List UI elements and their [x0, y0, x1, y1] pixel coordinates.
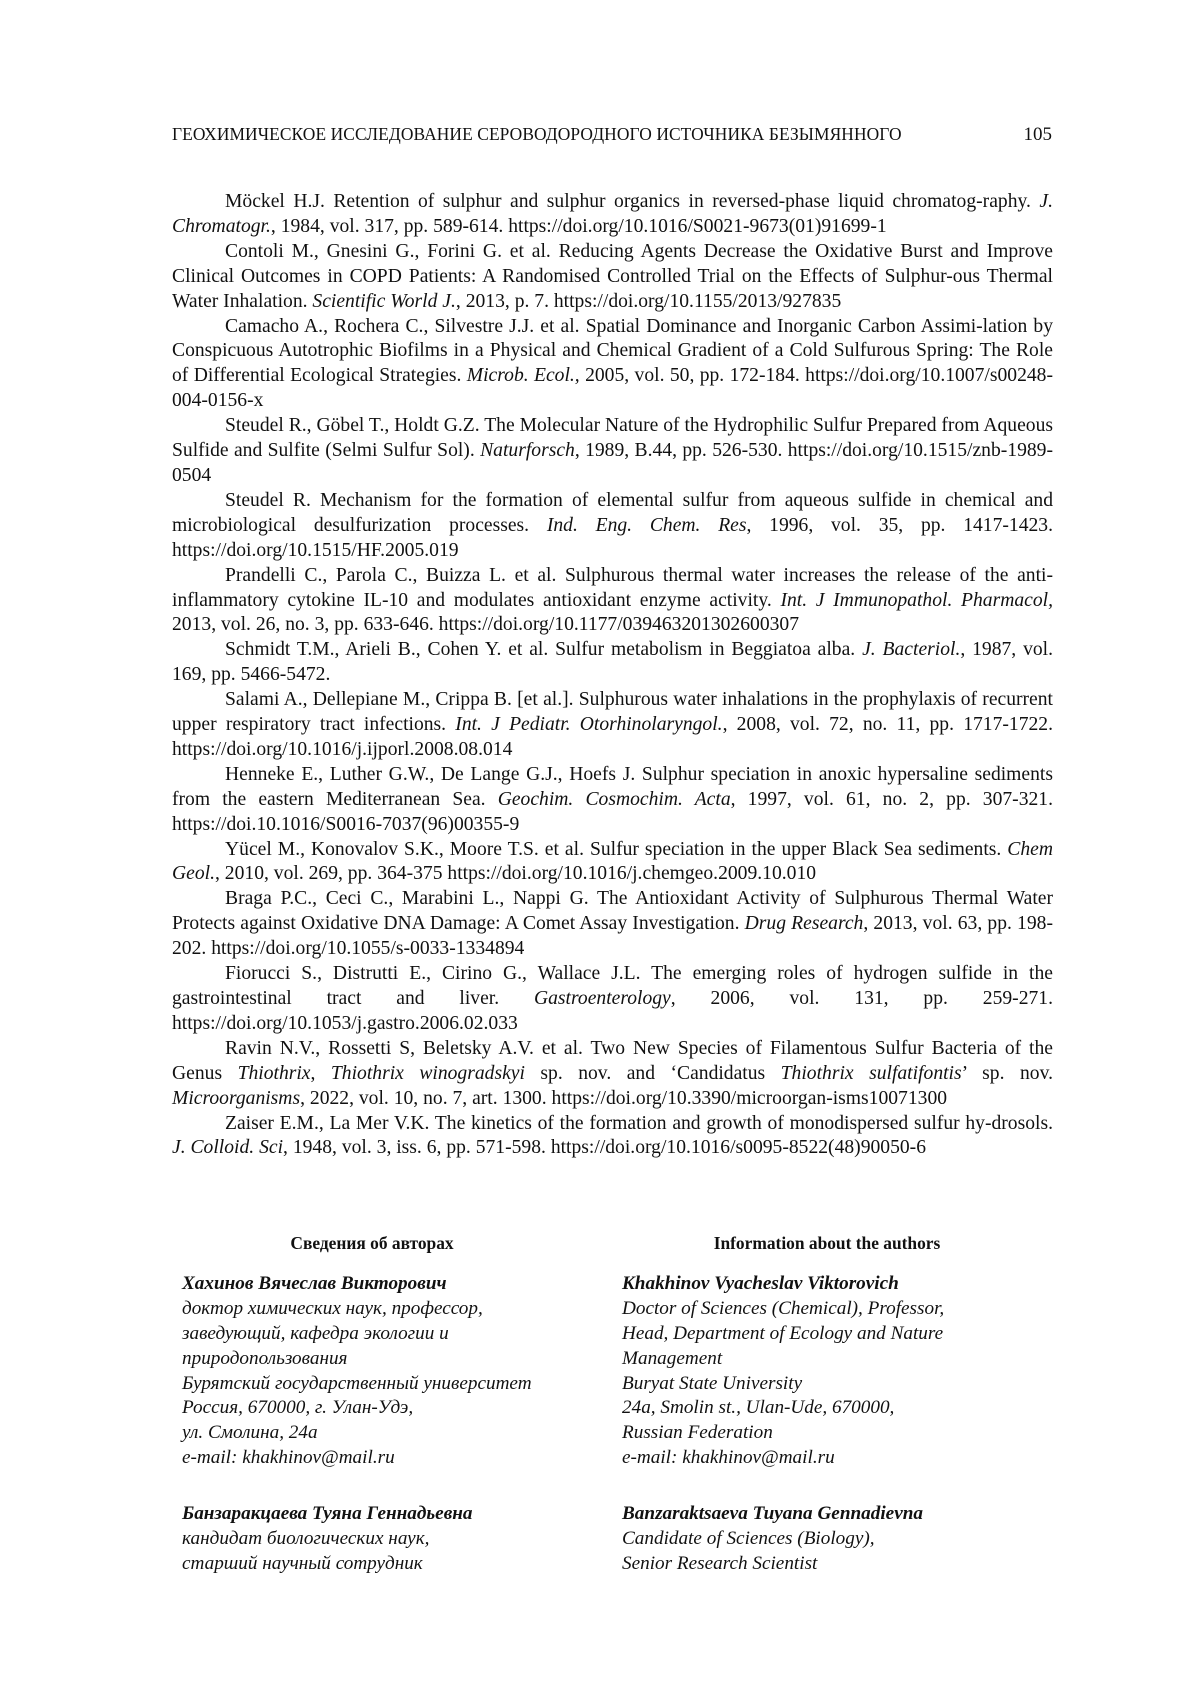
reference-item: Contoli M., Gnesini G., Forini G. et al. Reducing Agents Decrease the Oxidative Burst and Improve Clinical Outcomes in COPD Patients: A Randomised Controlled Trial on the Effects of Sulphur-ous Thermal Water Inhalation. Scientific World J., 2013, p. 7. https://doi.org/10.1155/2013/927835 [172, 240, 1053, 315]
author-detail: заведующий, кафедра экологии и [182, 1322, 602, 1347]
author-detail: Russian Federation [622, 1421, 1053, 1446]
author-name: Banzaraktsaeva Tuyana Gennadievna [622, 1502, 1053, 1527]
authors-column-ru [182, 1231, 602, 1608]
reference-item: Zaiser E.M., La Mer V.K. The kinetics of the formation and growth of monodispersed sulfur hy-drosols. J. Colloid. Sci, 1948, vol. 3, iss. 6, pp. 571-598. https://doi.org/10.1016/s0095-8522(48)90050-6 [172, 1112, 1053, 1162]
reference-item: Prandelli C., Parola C., Buizza L. et al. Sulphurous thermal water increases the release of the anti-inflammatory cytokine IL-10 and modulates antioxidant enzyme activity. Int. J Immunopathol. Pharmacol, 2013, vol. 26, no. 3, pp. 633-646. https://doi.org/10.1177/039463201302600307 [172, 564, 1053, 639]
reference-item: Yücel M., Konovalov S.K., Moore T.S. et al. Sulfur speciation in the upper Black Sea sediments. Chem Geol., 2010, vol. 269, pp. 364-375 https://doi.org/10.1016/j.chemgeo.2009.10.010 [172, 838, 1053, 888]
author-detail: старший научный сотрудник [182, 1552, 602, 1577]
author-detail: Doctor of Sciences (Chemical), Professor, [622, 1297, 1053, 1322]
author-detail: Candidate of Sciences (Biology), [622, 1527, 1053, 1552]
author-detail: Head, Department of Ecology and Nature [622, 1322, 1053, 1347]
author-email: e-mail: khakhinov@mail.ru [182, 1446, 602, 1471]
author-detail: доктор химических наук, профессор, [182, 1297, 602, 1322]
author-name: Хахинов Вячеслав Викторович [182, 1272, 602, 1297]
author-block [622, 1272, 1053, 1471]
authors-column-en [622, 1231, 1053, 1608]
author-email: e-mail: khakhinov@mail.ru [622, 1446, 1053, 1471]
reference-list [172, 190, 1053, 1161]
author-detail: Management [622, 1347, 1053, 1372]
reference-item: Camacho A., Rochera C., Silvestre J.J. et al. Spatial Dominance and Inorganic Carbon Assimi-lation by Conspicuous Autotrophic Biofilms in a Physical and Chemical Gradient of a Cold Sulfurous Spring: The Role of Differential Ecological Strategies. Microb. Ecol., 2005, vol. 50, pp. 172-184. https://doi.org/10.1007/s00248-004-0156-x [172, 315, 1053, 415]
reference-item: Braga P.C., Ceci C., Marabini L., Nappi G. The Antioxidant Activity of Sulphurous Thermal Water Protects against Oxidative DNA Damage: A Comet Assay Investigation. Drug Research, 2013, vol. 63, pp. 198-202. https://doi.org/10.1055/s-0033-1334894 [172, 887, 1053, 962]
running-title: ГЕОХИМИЧЕСКОЕ ИССЛЕДОВАНИЕ СЕРОВОДОРОДНОГО ИСТОЧНИКА БЕЗЫМЯННОГО [172, 124, 902, 145]
reference-item: Schmidt T.M., Arieli B., Cohen Y. et al. Sulfur metabolism in Beggiatoa alba. J. Bacteriol., 1987, vol. 169, pp. 5466-5472. [172, 638, 1053, 688]
author-name: Банзаракцаева Туяна Геннадьевна [182, 1502, 602, 1527]
reference-item: Ravin N.V., Rossetti S, Beletsky A.V. et al. Two New Species of Filamentous Sulfur Bacteria of the Genus Thiothrix, Thiothrix winogradskyi sp. nov. and ‘Candidatus Thiothrix sulfatifontis’ sp. nov. Microorganisms, 2022, vol. 10, no. 7, art. 1300. https://doi.org/10.3390/microorgan-isms10071300 [172, 1037, 1053, 1112]
author-detail: ул. Смолина, 24а [182, 1421, 602, 1446]
reference-item: Salami A., Dellepiane M., Crippa B. [et al.]. Sulphurous water inhalations in the prophylaxis of recurrent upper respiratory tract infections. Int. J Pediatr. Otorhinolaryngol., 2008, vol. 72, no. 11, pp. 1717-1722. https://doi.org/10.1016/j.ijporl.2008.08.014 [172, 688, 1053, 763]
author-block [182, 1502, 602, 1577]
author-detail: Senior Research Scientist [622, 1552, 1053, 1577]
author-block [622, 1502, 1053, 1577]
reference-item: Henneke E., Luther G.W., De Lange G.J., Hoefs J. Sulphur speciation in anoxic hypersaline sediments from the eastern Mediterranean Sea. Geochim. Cosmochim. Acta, 1997, vol. 61, no. 2, pp. 307-321. https://doi.10.1016/S0016-7037(96)00355-9 [172, 763, 1053, 838]
reference-item: Steudel R., Göbel T., Holdt G.Z. The Molecular Nature of the Hydrophilic Sulfur Prepared from Aqueous Sulfide and Sulfite (Selmi Sulfur Sol). Naturforsch, 1989, B.44, pp. 526-530. https://doi.org/10.1515/znb-1989-0504 [172, 414, 1053, 489]
author-detail: Россия, 670000, г. Улан-Удэ, [182, 1396, 602, 1421]
reference-item: Fiorucci S., Distrutti E., Cirino G., Wallace J.L. The emerging roles of hydrogen sulfide in the gastrointestinal tract and liver. Gastroenterology, 2006, vol. 131, pp. 259-271. https://doi.org/10.1053/j.gastro.2006.02.033 [172, 962, 1053, 1037]
reference-item: Möckel H.J. Retention of sulphur and sulphur organics in reversed-phase liquid chromatog-raphy. J. Chromatogr., 1984, vol. 317, pp. 589-614. https://doi.org/10.1016/S0021-9673(01)91699-1 [172, 190, 1053, 240]
author-detail: 24a, Smolin st., Ulan-Ude, 670000, [622, 1396, 1053, 1421]
author-detail: кандидат биологических наук, [182, 1527, 602, 1552]
author-name: Khakhinov Vyacheslav Viktorovich [622, 1272, 1053, 1297]
running-header [172, 124, 1052, 150]
author-detail: Бурятский государственный университет [182, 1372, 602, 1397]
authors-heading-en: Information about the authors [622, 1231, 1032, 1256]
page-number: 105 [1024, 124, 1053, 146]
reference-item: Steudel R. Mechanism for the formation of elemental sulfur from aqueous sulfide in chemical and microbiological desulfurization processes. Ind. Eng. Chem. Res, 1996, vol. 35, pp. 1417-1423. https://doi.org/10.1515/HF.2005.019 [172, 489, 1053, 564]
author-block [182, 1272, 602, 1471]
author-detail: Buryat State University [622, 1372, 1053, 1397]
authors-heading-ru: Сведения об авторах [182, 1231, 562, 1256]
author-detail: природопользования [182, 1347, 602, 1372]
